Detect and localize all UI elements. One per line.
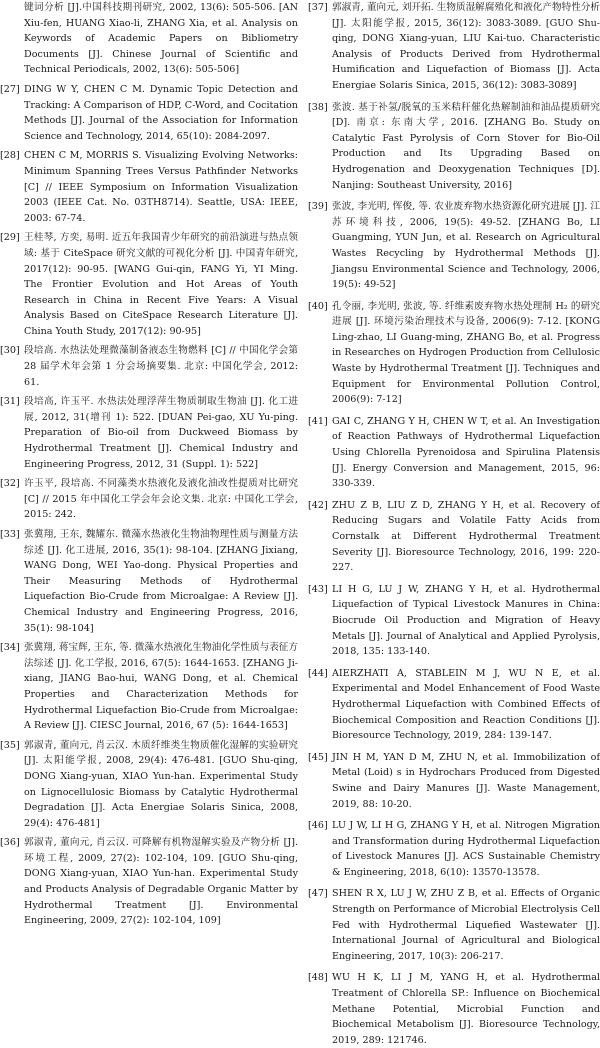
reference-text: 段培高. 水热法处理微藻制备液态生物燃料 [C] // 中国化学会第 28 届学术年会第 1 分会场摘要集. 北京: 中国化学会, 2012: 61. — [24, 345, 298, 388]
reference-text: SHEN R X, LU J W, ZHU Z B, et al. Effects of Organic Strength on Performance of Microbial Electrolysis Cell Fed with Hydrothermal Liquefied Wastewater [J]. International Journal of Agricultural and Biological Engineering, 2017, 10(3): 206-217. — [332, 888, 600, 962]
reference-text: 张冀翔, 王东, 魏耀东. 微藻水热液化生物油物理性质与测量方法综述 [J]. 化工进展, 2016, 35(1): 98-104. [ZHANG Jixiang, WANG Dong, WEI Yao-dong. Physical Properties and Their Measuring Methods of Hydrothermal Liquefaction Bio-Crude from Microalgae: A Review [J]. Chemical Industry and Engineering Progress, 2016, 35(1): 98-104] — [24, 529, 298, 634]
reference-number: [27] — [0, 83, 20, 95]
reference-item — [308, 199, 600, 293]
reference-text: 郭淑青, 董向元, 肖云汉. 可降解有机物湿解实验及产物分析 [J]. 环境工程, 2009, 27(2): 102-104, 109. [GUO Shu-qing, DONG Xiang-yuan, XIAO Yun-han. Experimental Study and Products Analysis of Degradable Organic Matter by Hydrothermal Treatment [J]. Environmental Engineering, 2009, 27(2): 102-104, 109] — [24, 837, 298, 927]
reference-item — [0, 738, 298, 832]
reference-item — [308, 970, 600, 1048]
right-column — [308, 0, 600, 1048]
reference-item — [0, 82, 298, 144]
reference-text: JIN H M, YAN D M, ZHU N, et al. Immobilization of Metal (Loid) s in Hydrochars Produced from Digested Swine and Dairy Manures [J]. Waste Management, 2019, 88: 10-20. — [332, 751, 600, 810]
reference-number: [45] — [308, 751, 328, 763]
reference-number: [48] — [308, 972, 328, 984]
reference-item — [308, 414, 600, 492]
reference-number: [36] — [0, 837, 20, 849]
reference-item — [308, 0, 600, 94]
reference-text: 张波. 基于补氢/脱氧的玉米秸秆催化热解制油和油品提质研究 [D]. 南京: 东南大学, 2016. [ZHANG Bo. Study on Catalytic Fast Pyrolysis of Corn Stover for Bio-Oil Production and Its Upgrading Based on Hydrogenation and Deoxygenation Techniques [D]. Nanjing: Southeast University, 2016] — [332, 101, 600, 191]
reference-text: ZHU Z B, LIU Z D, ZHANG Y H, et al. Recovery of Reducing Sugars and Volatile Fatty Acids from Cornstalk at Different Hydrothermal Treatment Severity [J]. Bioresource Technology, 2016, 199: 220-227. — [332, 499, 600, 574]
reference-item — [0, 527, 298, 636]
left-column — [0, 0, 298, 929]
reference-number: [43] — [308, 583, 328, 595]
reference-number: [42] — [308, 499, 328, 511]
reference-item — [0, 394, 298, 472]
reference-number: [47] — [308, 888, 328, 900]
reference-text: LU J W, LI H G, ZHANG Y H, et al. Nitrogen Migration and Transformation during Hydrothermal Liquefaction of Livestock Manures [J]. ACS Sustainable Chemistry & Engineering, 2018, 6(10): 13570-13578. — [332, 820, 600, 878]
reference-number: [35] — [0, 739, 20, 751]
reference-number: [41] — [308, 415, 328, 427]
reference-text: 张波, 李光明, 恽俊, 等. 农业废弃物水热资源化研究进展 [J]. 江苏环境科技, 2006, 19(5): 49-52. [ZHANG Bo, LI Guangming, YUN Jun, et al. Research on Agricultural Wastes Recycling by Hydrothermal Methods [J]. Jiangsu Environmental Science and Technology, 2006, 19(5): 49-52] — [332, 201, 600, 291]
reference-continuation: 键词分析 [J].中国科技期刊研究, 2002, 13(6): 505-506. [AN Xiu-fen, HUANG Xiao-li, ZHANG Xia, et al. Analysis on Keywords of Academic Papers on Bibliometry Documents [J]. Chinese Journal of Scientific and Technical Periodicals, 2002, 13(6): 505-506] — [24, 2, 298, 76]
reference-item — [308, 299, 600, 408]
reference-item — [0, 148, 298, 226]
reference-number: [28] — [0, 150, 20, 162]
reference-text: DING W Y, CHEN C M. Dynamic Topic Detection and Tracking: A Comparison of HDP, C-Word, and Cocitation Methods [J]. Journal of the Association for Information Science and Technology, 2014, 65(10): 2084-2097. — [24, 83, 298, 142]
reference-text: LI H G, LU J W, ZHANG Y H, et al. Hydrothermal Liquefaction of Typical Livestock Manures in China: Biocrude Oil Production and Migration of Heavy Metals [J]. Journal of Analytical and Applied Pyrolysis, 2018, 135: 133-140. — [332, 583, 600, 658]
reference-item — [308, 498, 600, 576]
reference-number: [29] — [0, 232, 20, 244]
reference-text: 许玉平, 段培高. 不同藻类水热液化及液化油改性提质对比研究 [C] // 2015 年中国化工学会年会论文集. 北京: 中国化工学会, 2015: 242. — [24, 478, 298, 521]
reference-text: 郭淑青, 董向元, 肖云汉. 木质纤维类生物质催化湿解的实验研究 [J]. 太阳能学报, 2008, 29(4): 476-481. [GUO Shu-qing, DONG Xiang-yuan, XIAO Yun-han. Experimental Study on Lignocellulosic Biomass by Catalytic Hydrothermal Degradation [J]. Acta Energiae Solaris Sinica, 2008, 29(4): 476-481] — [24, 739, 298, 829]
reference-number: [46] — [308, 820, 328, 832]
reference-text: 郭淑青, 董向元, 刘开拓. 生物质湿解腐殖化和液化产物特性分析 [J]. 太阳能学报, 2015, 36(12): 3083-3089. [GUO Shu-qing, DONG Xiang-yuan, LIU Kai-tuo. Characteristic Analysis of Products Derived from Hydrothermal Humification and Liquefaction of Biomass [J]. Acta Energiae Solaris Sinica, 2015, 36(12): 3083-3089] — [332, 2, 600, 91]
reference-text: AIERZHATI A, STABLEIN M J, WU N E, et al. Experimental and Model Enhancement of Food Waste Hydrothermal Liquefaction with Combined Effects of Biochemical Composition and Reaction Conditions [J]. Bioresource Technology, 2019, 284: 139-147. — [332, 667, 600, 742]
reference-text: 张冀翔, 蒋宝辉, 王东, 等. 微藻水热液化生物油化学性质与表征方法综述 [J]. 化工学报, 2016, 67(5): 1644-1653. [ZHANG Ji-xiang, JIANG Bao-hui, WANG Dong, et al. Chemical Properties and Characterization Methods for Hydrothermal Liquefaction Bio-Crude from Microalgae: A Review [J]. CIESC Journal, 2016, 67 (5): 1644-1653] — [24, 642, 298, 732]
reference-number: [33] — [0, 529, 20, 540]
reference-item — [308, 582, 600, 660]
reference-text: WU H K, LI J M, YANG H, et al. Hydrothermal Treatment of Chlorella SP.: Influence on Biochemical Methane Potential, Microbial Function and Biochemical Metabolism [J]. Bioresource Technology, 2019, 289: 121746. — [332, 972, 600, 1046]
reference-number: [39] — [308, 201, 328, 213]
reference-text: 段培高, 许玉平. 水热法处理浮萍生物质制取生物油 [J]. 化工进展, 2012, 31(增刊 1): 522. [DUAN Pei-gao, XU Yu-ping. Preparation of Bio-oil from Duckweed Biomass by Hydrothermal Treatment [J]. Chemical Industry and Engineering Progress, 2012, 31 (Suppl. 1): 522] — [24, 396, 298, 470]
reference-text: 王桂琴, 方奕, 易明. 近五年我国青少年研究的前沿演进与热点领域: 基于 CiteSpace 研究文献的可视化分析 [J]. 中国青年研究, 2017(12): 90-95. [WANG Gui-qin, FANG Yi, YI Ming. The Frontier Evolution and Hot Areas of Youth Research in China in Recent Five Years: A Visual Analysis Based on CiteSpace Research Literature [J]. China Youth Study, 2017(12): 90-95] — [24, 232, 298, 337]
reference-item — [0, 835, 298, 929]
reference-item — [308, 100, 600, 194]
reference-text: GAI C, ZHANG Y H, CHEN W T, et al. An Investigation of Reaction Pathways of Hydrothermal Liquefaction Using Chlorella Pyrenoidosa and Spirulina Platensis [J]. Energy Conversion and Management, 2015, 96: 330-339. — [332, 415, 600, 490]
reference-number: [44] — [308, 667, 328, 679]
reference-item — [0, 640, 298, 734]
reference-item — [308, 666, 600, 744]
reference-item — [308, 818, 600, 880]
reference-number: [40] — [308, 300, 328, 312]
reference-text: 孔令丽, 李光明, 张波, 等. 纤维素废弃物水热处理制 H₂ 的研究进展 [J]. 环境污染治理技术与设备, 2006(9): 7-12. [KONG Ling-zhao, LI Guang-ming, ZHANG Bo, et al. Progress in Researches on Hydrogen Production from Cellulosic Waste by Hydrothermal Treatment [J]. Techniques and Equipment for Environmental Pollution Control, 2006(9): 7-12] — [332, 300, 600, 406]
reference-item — [0, 343, 298, 390]
reference-number: [38] — [308, 101, 328, 113]
reference-number: [37] — [308, 2, 328, 13]
reference-number: [34] — [0, 642, 20, 654]
reference-item — [0, 230, 298, 339]
reference-number: [32] — [0, 478, 20, 490]
reference-number: [30] — [0, 345, 20, 357]
reference-number: [31] — [0, 396, 20, 408]
reference-item — [308, 750, 600, 812]
reference-text: CHEN C M, MORRIS S. Visualizing Evolving Networks: Minimum Spanning Trees Versus Pathfinder Networks [C] // IEEE Symposium on Information Visualization 2003 (IEEE Cat. No. 03TH8714). Seattle, USA: IEEE, 2003: 67-74. — [24, 150, 298, 224]
reference-item — [308, 886, 600, 964]
reference-item — [0, 476, 298, 523]
